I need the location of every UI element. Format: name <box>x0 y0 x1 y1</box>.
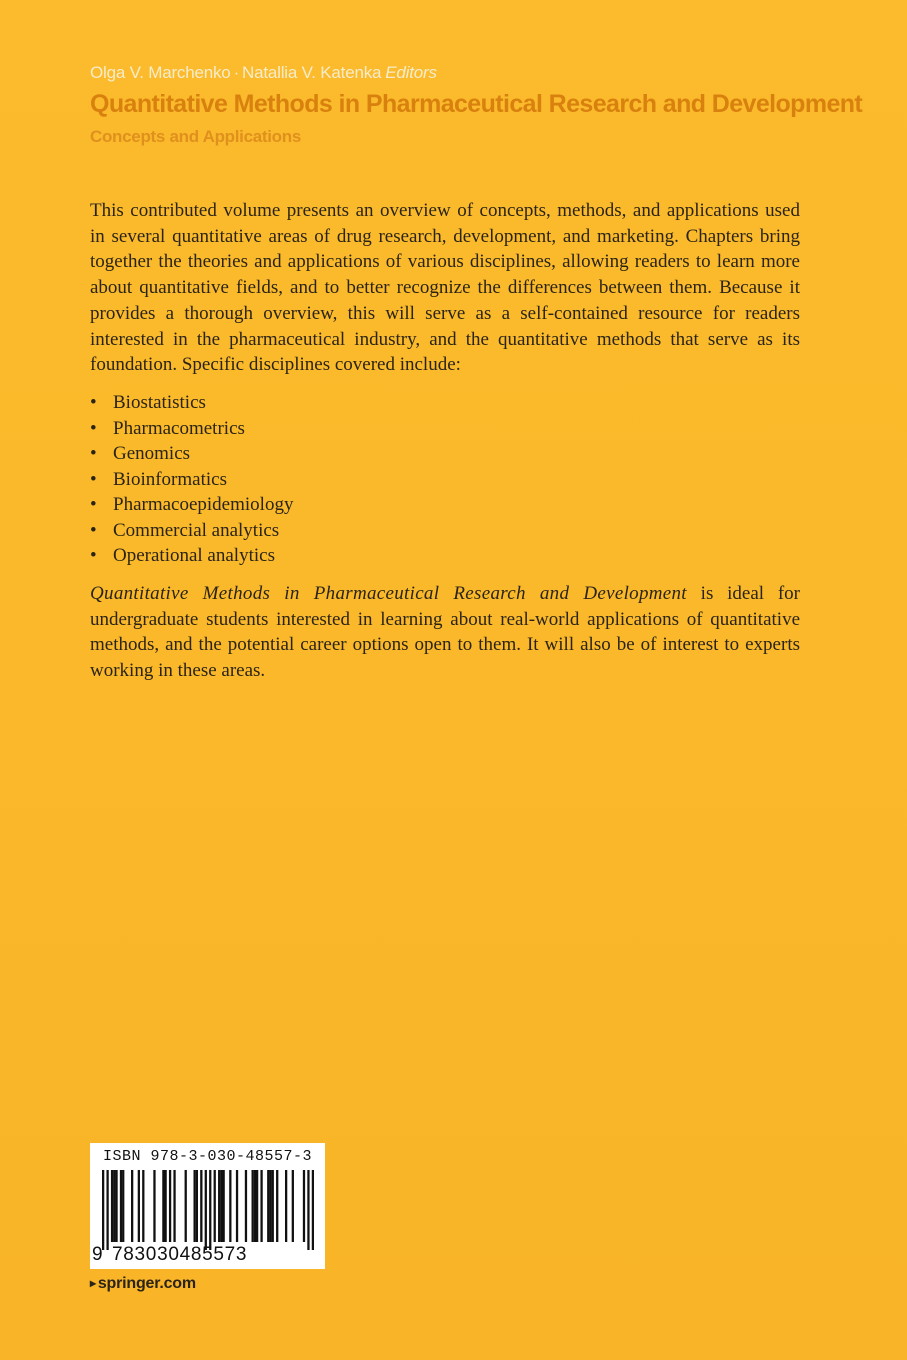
barcode-bar <box>196 1170 198 1242</box>
list-item: • Bioinformatics <box>90 467 800 493</box>
barcode-bar <box>111 1170 113 1242</box>
barcode-bar <box>303 1170 305 1242</box>
book-subtitle: Concepts and Applications <box>90 127 302 146</box>
barcode-bar <box>113 1170 115 1242</box>
barcode-bar <box>164 1170 166 1242</box>
bullet-icon: • <box>90 443 97 465</box>
barcode-bar <box>252 1170 254 1242</box>
list-item: • Pharmacometrics <box>90 416 800 442</box>
closing-book-title: Quantitative Methods in Pharmaceutical Research and Development <box>90 583 687 605</box>
list-item: • Genomics <box>90 441 800 467</box>
barcode-digit-first: 9 <box>92 1244 103 1265</box>
arrow-right-icon: ▸ <box>90 1276 96 1290</box>
barcode-bar <box>245 1170 247 1242</box>
list-item: • Biostatistics <box>90 390 800 416</box>
barcode-bar <box>162 1170 164 1242</box>
book-title: Quantitative Methods in Pharmaceutical Research and Development <box>90 90 863 118</box>
barcode-bar <box>185 1170 187 1242</box>
barcode-bar <box>272 1170 274 1242</box>
barcode-bar <box>153 1170 155 1242</box>
bullet-icon: • <box>90 391 97 413</box>
barcode-bar <box>223 1170 225 1242</box>
publisher-url: springer.com <box>97 1275 196 1292</box>
bullet-icon: • <box>90 468 97 490</box>
barcode-bar <box>205 1170 207 1250</box>
barcode-bar <box>236 1170 238 1242</box>
barcode-bar <box>214 1170 216 1242</box>
barcode-digits-rest: 783030485573 <box>112 1244 248 1265</box>
list-item: • Operational analytics <box>90 543 800 569</box>
barcode-bar <box>169 1170 171 1242</box>
barcode-bar <box>138 1170 140 1242</box>
barcode-bar <box>120 1170 122 1242</box>
bullet-icon: • <box>90 519 97 541</box>
barcode-bar <box>285 1170 287 1242</box>
barcode-bar <box>254 1170 256 1242</box>
barcode-bar <box>115 1170 117 1242</box>
blurb-closing <box>90 581 800 684</box>
barcode-bar <box>173 1170 175 1242</box>
barcode-bar <box>142 1170 144 1242</box>
bullet-icon: • <box>90 417 97 439</box>
barcode-bar <box>260 1170 262 1242</box>
barcode-bar <box>106 1170 108 1250</box>
barcode-bar <box>292 1170 294 1242</box>
bullet-icon: • <box>90 494 97 516</box>
editor-role: Editors <box>385 63 437 82</box>
editor-name: Olga V. Marchenko <box>90 63 231 82</box>
barcode-bar <box>312 1170 314 1250</box>
barcode-bar <box>122 1170 124 1242</box>
barcode-bar <box>200 1170 202 1242</box>
barcode-bar <box>220 1170 222 1242</box>
barcode-bar <box>256 1170 258 1242</box>
editor-separator: · <box>233 63 240 82</box>
isbn-label: ISBN 978-3-030-48557-3 <box>103 1148 313 1165</box>
barcode-bar <box>269 1170 271 1242</box>
barcode-bar <box>267 1170 269 1242</box>
blurb <box>90 198 800 684</box>
publisher-link[interactable] <box>90 1275 196 1293</box>
barcode-bar <box>218 1170 220 1242</box>
editor-name: Natallia V. Katenka <box>242 63 382 82</box>
barcode-bar <box>193 1170 195 1242</box>
closing-text: is ideal for undergraduate students interested in learning about real-world applications of quantitative methods, and the potential career options open to them. It will also be of interest to experts working in these areas. <box>90 583 800 682</box>
barcode-bar <box>102 1170 104 1250</box>
bullet-icon: • <box>90 545 97 567</box>
blurb-intro: This contributed volume presents an overview of concepts, methods, and applications used in several quantitative areas of drug research, development, and marketing. Chapters bring together the theories and applications of various disciplines, allowing readers to learn more about quantitative fields, and to better recognize the differences between them. Because it provides a thorough overview, this will serve as a self-contained resource for readers interested in the pharmaceutical industry, and the quantitative methods that serve as its foundation. Specific disciplines covered include: <box>90 200 800 376</box>
barcode-bar <box>131 1170 133 1242</box>
barcode-bar <box>229 1170 231 1242</box>
barcode-bar <box>276 1170 278 1242</box>
barcode-bar <box>209 1170 211 1250</box>
barcode-bar <box>307 1170 309 1250</box>
disciplines-list <box>90 390 800 569</box>
barcode-bars-icon <box>102 1170 314 1250</box>
list-item: • Commercial analytics <box>90 518 800 544</box>
list-item: • Pharmacoepidemiology <box>90 492 800 518</box>
editors-line <box>90 63 437 83</box>
isbn-barcode <box>90 1143 325 1269</box>
